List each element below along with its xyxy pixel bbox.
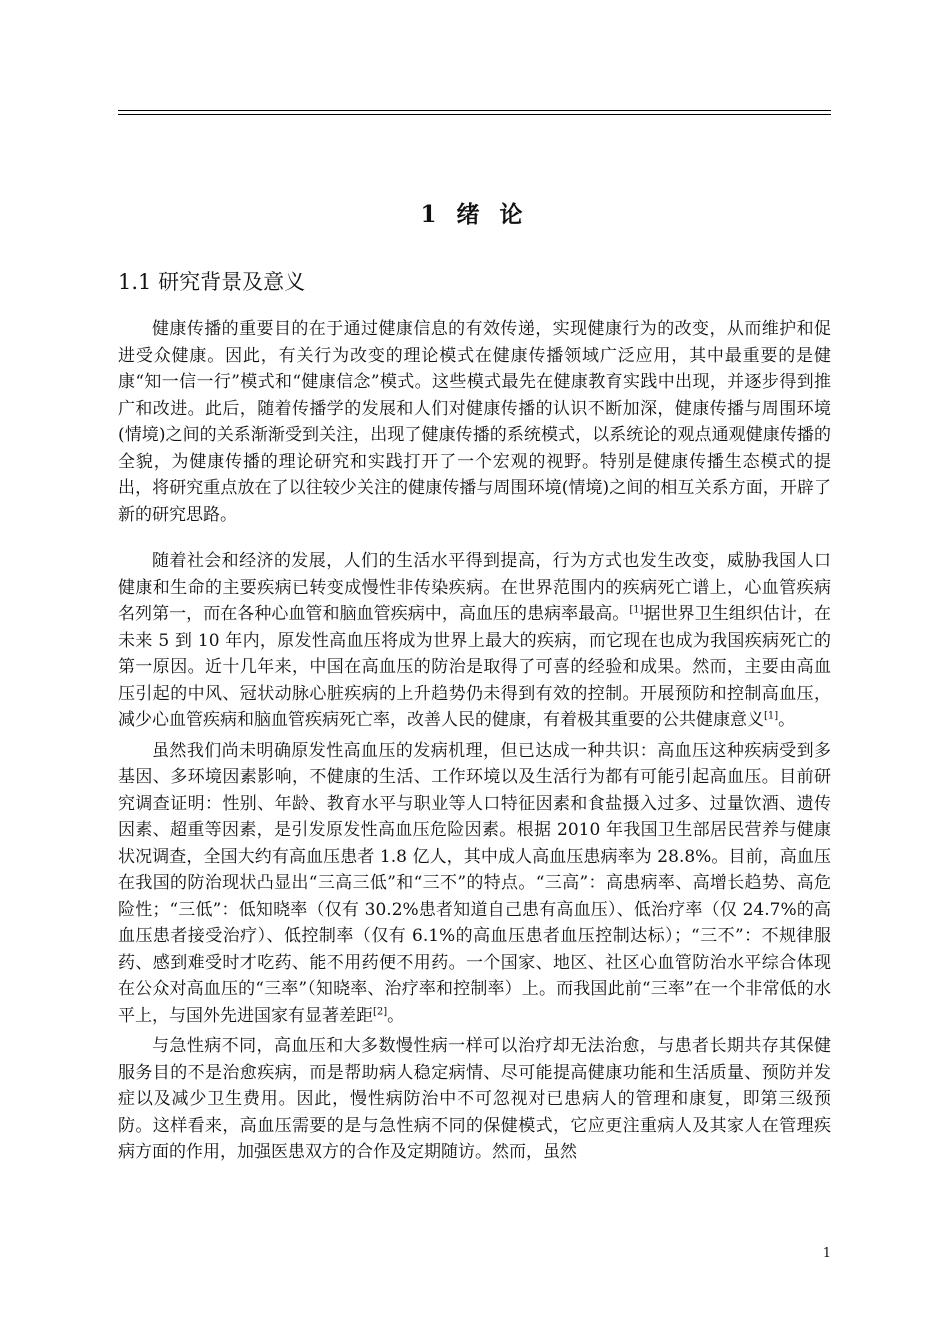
header-rule-top [118,110,831,111]
section-title: 1.1 研究背景及意义 [118,270,306,294]
paragraph-3-part2: 。 [387,1005,405,1026]
page-number: 1 [822,1246,831,1261]
citation-ref[interactable]: [2] [373,1005,388,1017]
body-text [118,316,831,1166]
citation-ref[interactable]: [1] [764,710,779,722]
paragraph-4: 与急性病不同，高血压和大多数慢性病一样可以治疗却无法治愈，与患者长期共存其保健服务目的不是治愈疾病，而是帮助病人稳定病情、尽可能提高健康功能和生活质量、预防并发症以及减少卫生费用。因此，慢性病防治中不可忽视对已患病人的管理和康复，即第三级预防。这样看来，高血压需要的是与急性病不同的保健模式，它应更注重病人及其家人在管理疾病方面的作用，加强医患双方的合作及定期随访。然而，虽然 [118,1036,831,1162]
paragraph-2 [118,548,831,734]
paragraph-2-part2: 据世界卫生组织估计，在未来 5 到 10 年内，原发性高血压将成为世界上最大的疾病，而它现在也成为我国疾病死亡的第一原因。近十几年来，中国在高血压的防治是取得了可喜的经验和成果。然而，主要由高血压引起的中风、冠状动脉心脏疾病的上升趋势仍未得到有效的控制。开展预防和控制高血压，减少心血管疾病和脑血管疾病死亡率，改善人民的健康，有着极其重要的公共健康意义 [118,604,832,730]
paragraph-2-part1: 随着社会和经济的发展，人们的生活水平得到提高，行为方式也发生改变，威胁我国人口健康和生命的主要疾病已转变成慢性非传染疾病。在世界范围内的疾病死亡谱上，心血管疾病名列第一，而在各种心血管和脑血管疾病中，高血压的患病率最高。 [118,551,831,624]
header-rule-bottom [118,114,831,115]
citation-ref[interactable]: [1] [629,604,644,616]
paragraph-3 [118,738,831,1030]
paragraph-1: 健康传播的重要目的在于通过健康信息的有效传递，实现健康行为的改变，从而维护和促进受众健康。因此，有关行为改变的理论模式在健康传播领域广泛应用，其中最重要的是健康“知一信一行”模式和“健康信念”模式。这些模式最先在健康教育实践中出现，并逐步得到推广和改进。此后，随着传播学的发展和人们对健康传播的认识不断加深，健康传播与周围环境(情境)之间的关系渐渐受到关注，出现了健康传播的系统模式，以系统论的观点通观健康传播的全貌，为健康传播的理论研究和实践打开了一个宏观的视野。特别是健康传播生态模式的提出，将研究重点放在了以往较少关注的健康传播与周围环境(情境)之间的相互关系方面，开辟了新的研究思路。 [118,319,831,525]
paragraph-2-part3: 。 [778,710,796,730]
chapter-title: 1 绪 论 [420,201,529,228]
paragraph-3-part1: 虽然我们尚未明确原发性高血压的发病机理，但已达成一种共识：高血压这种疾病受到多基因、多环境因素影响，不健康的生活、工作环境以及生活行为都有可能引起高血压。目前研究调查证明：性别、年龄、教育水平与职业等人口特征因素和食盐摄入过多、过量饮酒、遗传因素、超重等因素，是引发原发性高血压危险因素。根据 2010 年我国卫生部居民营养与健康状况调查，全国大约有高血压患者 1.8 亿人，其中成人高血压患病率为 28.8%。目前，高血压在我国的防治现状凸显出“三高三低”和“三不”的特点。“三高”：高患病率、高增长趋势、高危险性；“三低”：低知晓率（仅有 30.2%患者知道自己患有高血压）、低治疗率（仅 24.7%的高血压患者接受治疗）、低控制率（仅有 6.1%的高血压患者血压控制达标）；“三不”：不规律服药、感到难受时才吃药、能不用药便不用药。一个国家、地区、社区心血管防治水平综合体现在公众对高血压的“三率”（知晓率、治疗率和控制率）上。而我国此前“三率”在一个非常低的水平上，与国外先进国家有显著差距 [118,740,831,1026]
